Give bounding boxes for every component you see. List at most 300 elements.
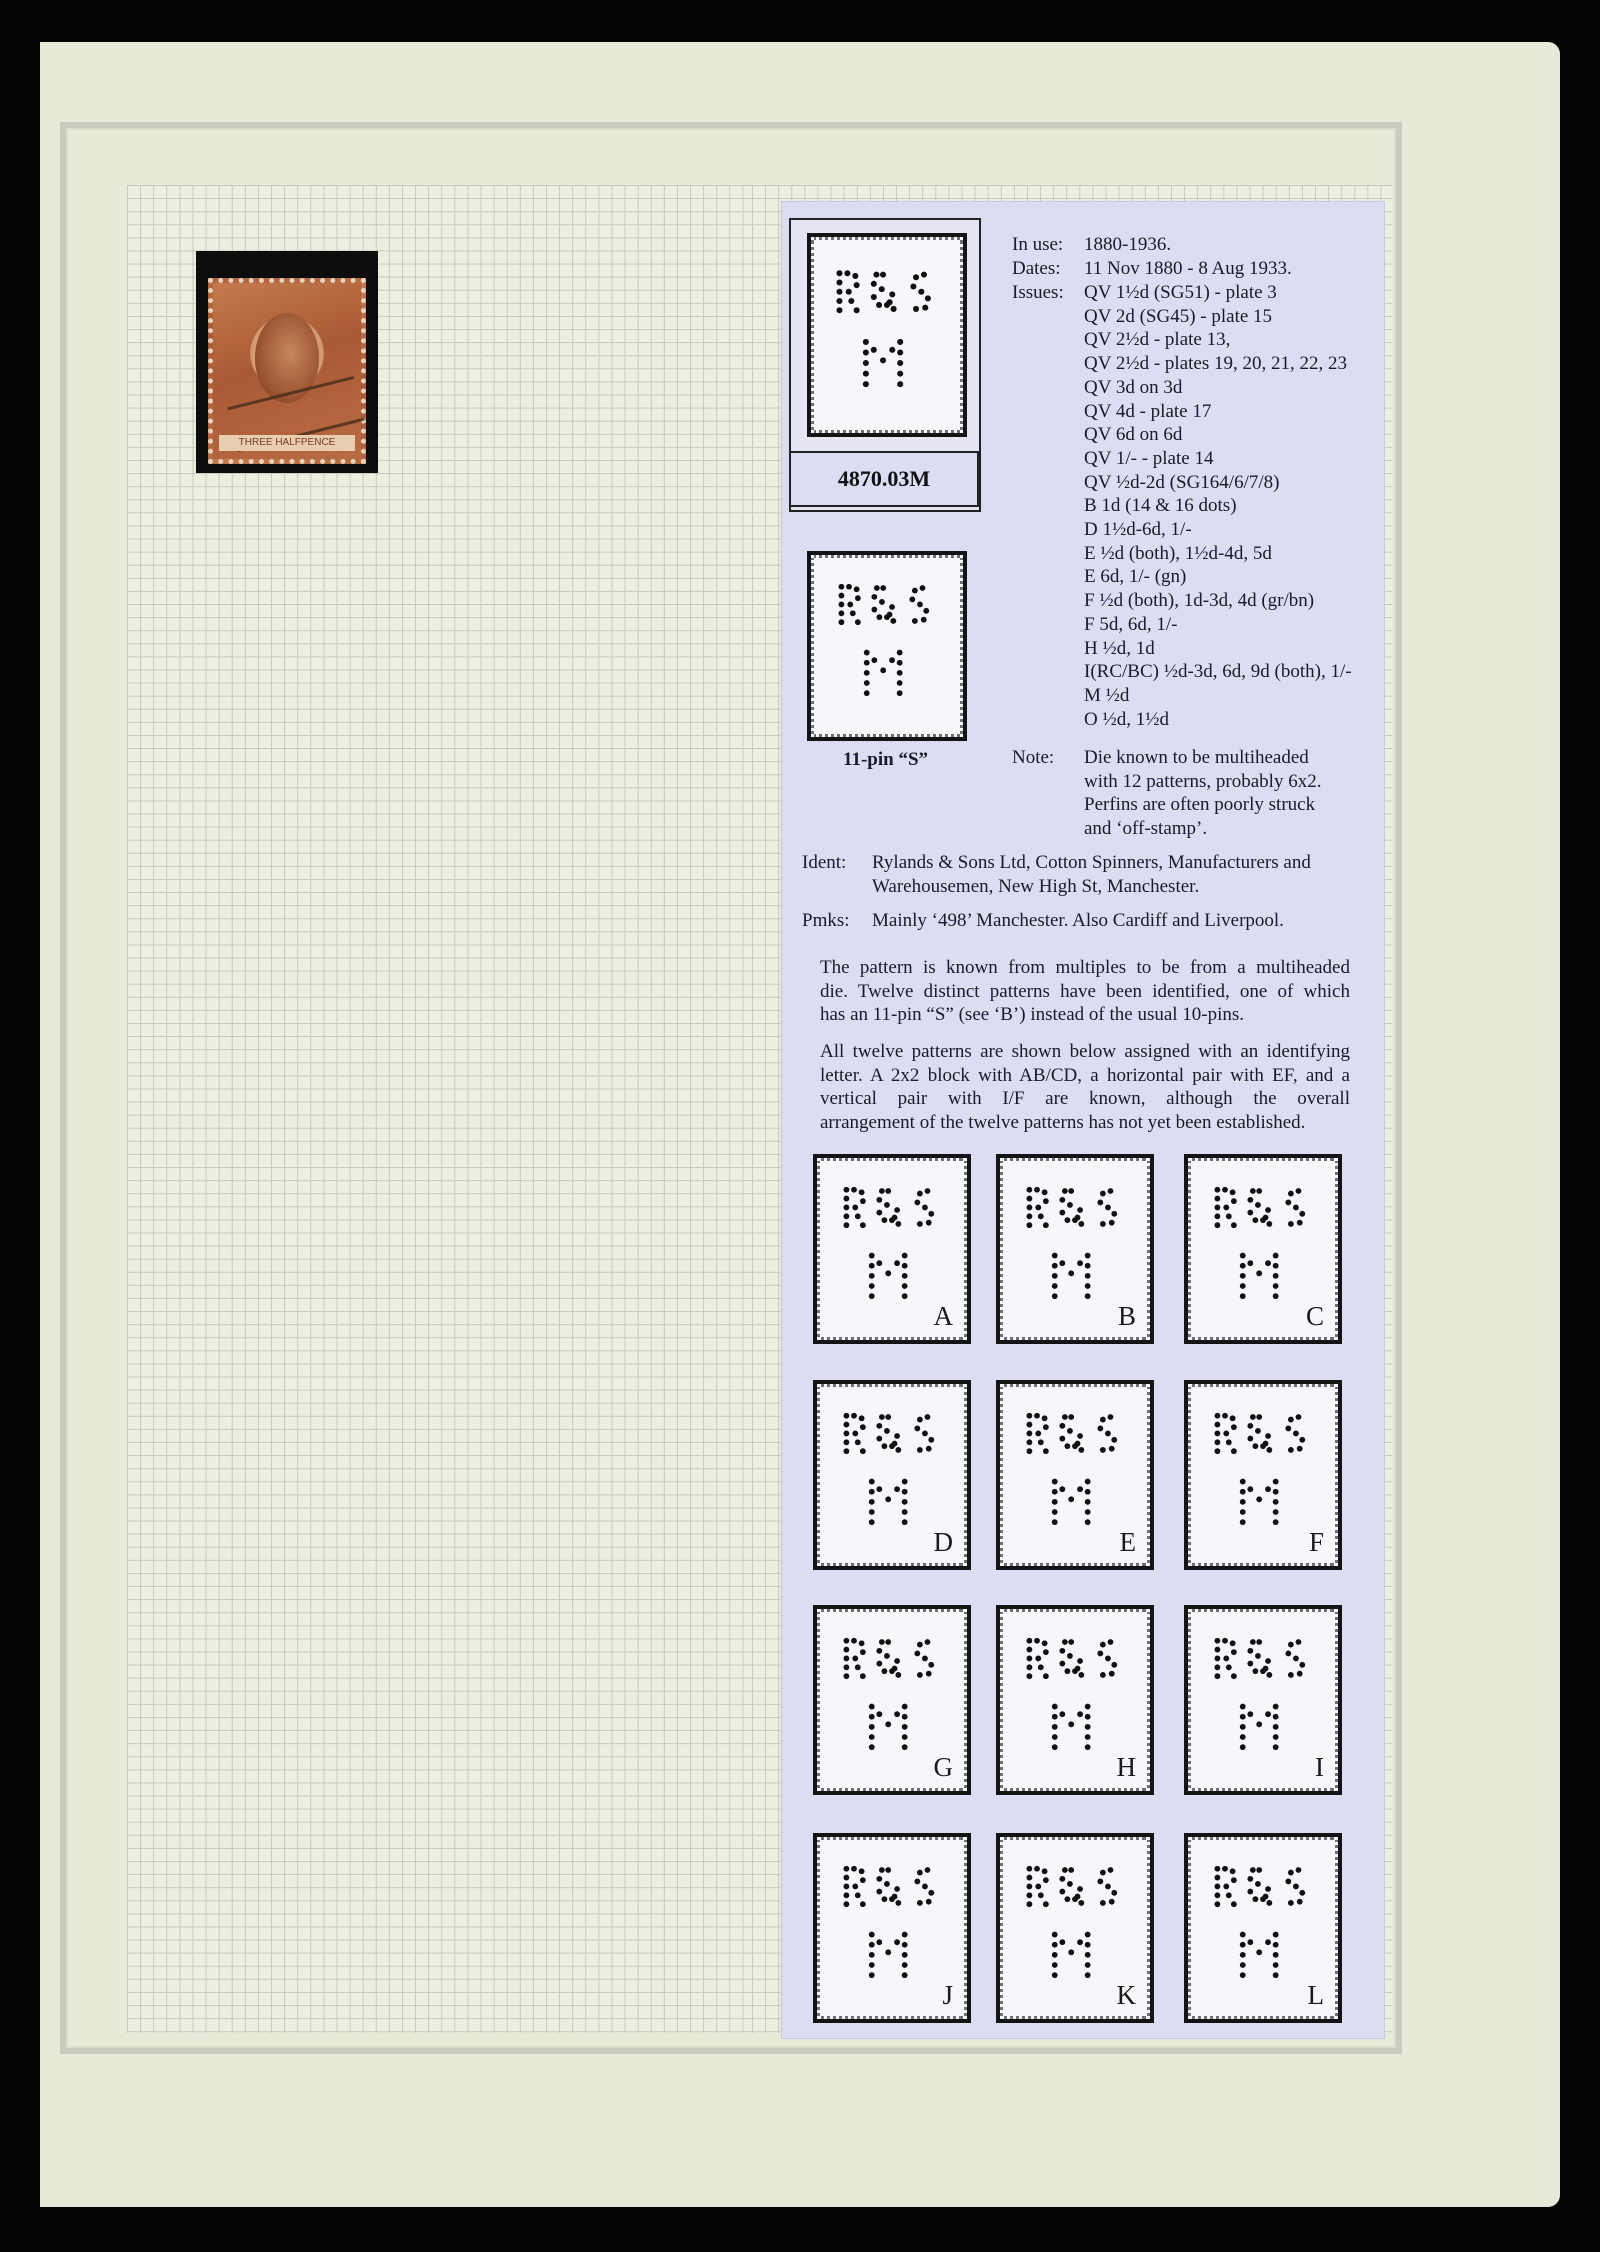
perfin-hole [1273,1519,1279,1525]
perfin-hole [1240,1734,1246,1740]
perfin-hole [1288,1642,1294,1648]
perfin-hole [1265,1658,1271,1664]
pattern-letter: J [942,1980,953,2010]
perfin-hole [889,657,895,663]
perfin-hole [1105,1884,1111,1890]
perfin-dots [821,251,953,417]
perfin-hole [1265,1433,1271,1439]
perfin-hole [1285,1425,1291,1431]
perfin-hole [897,371,903,377]
perfin-hole [895,1221,901,1227]
perfin-hole [1085,1744,1091,1750]
perfin-hole [1222,1866,1228,1872]
perfin-hole [1059,1423,1065,1429]
perfin-hole [897,381,903,387]
perfin-hole [1288,1900,1294,1906]
perfin-hole [1068,1188,1074,1194]
perfin-pattern-l [1184,1833,1342,2023]
perfin-hole [917,1417,923,1423]
perfin-hole [1255,1428,1261,1434]
perfin-hole [843,1213,849,1219]
pattern-letter: H [1116,1752,1136,1782]
ident-line: Warehousemen, New High St, Manchester. [872,875,1200,897]
perfin-hole [897,349,903,355]
perfin-hole [860,1222,866,1228]
perfin-hole [1052,1283,1058,1289]
perfin-hole [1266,1447,1272,1453]
perfin-pattern-k [996,1833,1154,2023]
perfin-hole [1085,1952,1091,1958]
perfin-hole [902,1932,908,1938]
perfin-hole [1273,1952,1279,1958]
perfin-hole [1052,1704,1058,1710]
perfin-hole [1109,1899,1115,1905]
perfin-hole [1273,1499,1279,1505]
perfin-hole [1077,1433,1083,1439]
issue-line: QV 4d - plate 17 [1084,400,1212,422]
perfin-hole [925,1188,931,1194]
perfin-hole [1059,1711,1065,1717]
perfin-hole [1222,1187,1228,1193]
perfin-hole [1038,1439,1044,1445]
perfin-hole [1247,1210,1253,1216]
perfin-hole [1052,1932,1058,1938]
perfin-hole [902,1962,908,1968]
perfin-hole [880,585,886,591]
perfin-hole [852,1431,858,1437]
perfin-hole [1078,1221,1084,1227]
perfin-hole [869,1273,875,1279]
perfin-hole [913,306,919,312]
pattern-letter: E [1119,1527,1136,1557]
perfin-hole [869,1714,875,1720]
perfin-hole [1214,1196,1220,1202]
perfin-pattern-i [1184,1605,1342,1795]
perfin-hole [925,295,931,301]
perfin-hole [1226,1664,1232,1670]
perfin-hole [843,1664,849,1670]
perfin-hole [1052,1962,1058,1968]
perfin-hole [1059,1889,1065,1895]
perfin-hole [1026,1901,1032,1907]
perfin-hole [1064,1668,1070,1674]
perfin-hole [1062,1414,1068,1420]
perfin-hole [1285,1199,1291,1205]
perfin-hole [922,1656,928,1662]
perfin-hole [1100,1672,1106,1678]
dates-label: Dates: [1012,258,1061,279]
perfin-hole [902,1972,908,1978]
perfin-hole [902,1519,908,1525]
perfin-hole [1296,1639,1302,1645]
perfin-hole [890,618,896,624]
perfin-hole [852,1656,858,1662]
perfin-hole [1097,1425,1103,1431]
perfin-hole [1077,1886,1083,1892]
perfin-hole [871,281,877,287]
perfin-hole [926,1446,932,1452]
perfin-hole [1222,1638,1228,1644]
perfin-hole [879,1867,885,1873]
issue-line: O ½d, 1½d [1084,708,1169,730]
perfin-hole [869,1283,875,1289]
perfin-hole [1240,1509,1246,1515]
perfin-hole [1265,1260,1271,1266]
perfin-hole [1077,1939,1083,1945]
perfin-hole [1059,1661,1065,1667]
perfin-hole [876,1423,882,1429]
perfin-hole [860,1877,866,1883]
perfin-hole [902,1479,908,1485]
pattern-letter: C [1305,1301,1324,1331]
perfin-pattern-a [813,1154,971,1344]
perfin-hole [1075,1215,1081,1221]
perfin-hole [871,607,877,613]
perfin-hole [1111,1211,1117,1217]
perfin-hole [1255,1881,1261,1887]
perfin-hole [852,273,858,279]
perfin-hole [1288,1672,1294,1678]
perfin-hole [852,1205,858,1211]
perfin-hole [1026,1413,1032,1419]
perfin-hole [1273,1509,1279,1515]
pattern-letter: L [1307,1980,1324,2010]
main-die-diagram [807,233,967,437]
perfin-hole [843,1196,849,1202]
paragraph-line: letter. A 2x2 block with AB/CD, a horizontal pair with EF, and a [820,1064,1350,1086]
perfin-hole [1273,1724,1279,1730]
issue-line: D 1½d-6d, 1/- [1084,519,1192,540]
eleven-pin-diagram [807,551,967,741]
perfin-hole [1223,1205,1229,1211]
perfin-hole [854,586,860,592]
perfin-hole [869,1519,875,1525]
perfin-hole [860,1901,866,1907]
perfin-hole [864,650,870,656]
perfin-hole [1064,1443,1070,1449]
perfin-hole [1226,1213,1232,1219]
perfin-hole [869,1744,875,1750]
perfin-hole [912,618,918,624]
perfin-hole [869,1263,875,1269]
perfin-hole [1231,1424,1237,1430]
pattern-letter: A [933,1301,953,1331]
perfin-hole [846,584,852,590]
perfin-hole [1067,1202,1073,1208]
perfin-hole [873,272,879,278]
perfin-hole [884,1653,890,1659]
perfin-hole [1288,1221,1294,1227]
in-use-value: 1880-1936. [1084,234,1172,255]
issue-line: QV 1½d (SG51) - plate 3 [1084,282,1277,303]
perfin-hole [1247,1648,1253,1654]
perfin-hole [880,357,886,363]
perfin-hole [869,1489,875,1495]
perfin-hole [1078,1447,1084,1453]
perfin-hole [902,1952,908,1958]
perfin-hole [1075,1441,1081,1447]
perfin-hole [917,1642,923,1648]
perfin-hole [1240,1932,1246,1938]
perfin-hole [843,1638,849,1644]
perfin-hole [1109,1220,1115,1226]
perfin-hole [854,307,860,313]
perfin-hole [850,610,856,616]
perfin-hole [1214,1664,1220,1670]
perfin-hole [917,1672,923,1678]
perfin-hole [876,1939,882,1945]
perfin-hole [1256,1496,1262,1502]
perfin-hole [846,289,852,295]
perfin-hole [859,1189,865,1195]
in-use-label: In use: [1012,234,1064,255]
perfin-hole [885,1639,891,1645]
perfin-hole [869,1962,875,1968]
perfin-hole [902,1489,908,1495]
perfin-hole [1240,1952,1246,1958]
perfin-hole [1105,1431,1111,1437]
perfin-hole [843,1187,849,1193]
perfin-hole [885,1949,891,1955]
perfin-hole [1214,1638,1220,1644]
perfin-hole [884,1881,890,1887]
perfin-hole [1273,1273,1279,1279]
perfin-hole [869,1734,875,1740]
perfin-hole [1052,1499,1058,1505]
issue-line: F 5d, 6d, 1/- [1084,613,1178,635]
perfin-hole [1230,1868,1236,1874]
perfin-hole [1240,1479,1246,1485]
perfin-hole [921,617,927,623]
perfin-hole [1035,1656,1041,1662]
perfin-hole [843,1884,849,1890]
perfin-hole [1059,1197,1065,1203]
perfin-hole [1085,1942,1091,1948]
issues-label: Issues: [1012,282,1064,303]
perfin-hole [1273,1283,1279,1289]
perfin-hole [902,1509,908,1515]
perfin-hole [897,339,903,345]
perfin-hole [1214,1422,1220,1428]
perfin-hole [1214,1647,1220,1653]
note-line: with 12 patterns, probably 6x2. [1084,770,1322,792]
perfin-hole [1108,1414,1114,1420]
perfin-hole [922,1205,928,1211]
perfin-hole [1240,1724,1246,1730]
perfin-hole [1288,1417,1294,1423]
perfin-hole [892,1441,898,1447]
perfin-hole [1026,1664,1032,1670]
perfin-hole [860,1198,866,1204]
perfin-hole [922,1431,928,1437]
perfin-hole [1288,1870,1294,1876]
perfin-hole [884,1202,890,1208]
perfin-hole [879,1414,885,1420]
perfin-hole [1026,1892,1032,1898]
perfin-hole [871,594,877,600]
perfin-hole [848,298,854,304]
perfin-hole [1214,1892,1220,1898]
perfin-hole [1068,1270,1074,1276]
perfin-hole [843,1413,849,1419]
perfin-hole [838,584,844,590]
perfin-hole [844,270,850,276]
perfin-hole [855,1664,861,1670]
perfin-hole [1059,1876,1065,1882]
perfin-hole [1068,1721,1074,1727]
perfin-hole [1052,1724,1058,1730]
perfin-hole [1078,1900,1084,1906]
perfin-hole [1035,1431,1041,1437]
perfin-hole [836,298,842,304]
perfin-hole [1214,1875,1220,1881]
perfin-hole [1085,1253,1091,1259]
perfin-hole [923,608,929,614]
perfin-hole [881,1217,887,1223]
perfin-hole [1068,1867,1074,1873]
perfin-hole [1034,1413,1040,1419]
perfin-hole [1231,1448,1237,1454]
perfin-hole [894,1433,900,1439]
perfin-hole [879,599,885,605]
perfin-hole [892,1666,898,1672]
perfin-hole [1299,1890,1305,1896]
perfin-dots [1198,1623,1328,1775]
perfin-hole [1293,1656,1299,1662]
perfin-hole [1111,1890,1117,1896]
perfin-hole [895,1900,901,1906]
perfin-hole [1026,1222,1032,1228]
perfin-hole [1240,1489,1246,1495]
perfin-hole [1214,1448,1220,1454]
perfin-hole [1214,1884,1220,1890]
perfin-hole [1075,1894,1081,1900]
issue-line: QV ½d-2d (SG164/6/7/8) [1084,471,1280,493]
perfin-hole [838,602,844,608]
perfin-hole [1250,1414,1256,1420]
perfin-hole [902,1942,908,1948]
perfin-hole [1252,1217,1258,1223]
perfin-hole [1067,1428,1073,1434]
perfin-hole [1059,1939,1065,1945]
perfin-hole [836,270,842,276]
perfin-hole [1085,1489,1091,1495]
perfin-pattern-b [996,1154,1154,1344]
perfin-hole [876,1661,882,1667]
perfin-hole [838,619,844,625]
perfin-hole [1026,1638,1032,1644]
perfin-hole [869,1972,875,1978]
perfin-hole [1265,1939,1271,1945]
perfin-hole [1273,1253,1279,1259]
perfin-hole [1052,1253,1058,1259]
paragraph-line: All twelve patterns are shown below assigned with an identifying [820,1041,1350,1062]
perfin-hole [1043,1673,1049,1679]
perfin-hole [1026,1673,1032,1679]
perfin-hole [879,1639,885,1645]
perfin-hole [1273,1962,1279,1968]
perfin-hole [1256,1188,1262,1194]
perfin-hole [1285,1650,1291,1656]
issue-line: QV 2½d - plates 19, 20, 21, 22, 23 [1084,353,1347,375]
perfin-hole [920,585,926,591]
perfin-hole [855,595,861,601]
perfin-hole [895,1447,901,1453]
perfin-hole [887,299,893,305]
perfin-hole [1067,1881,1073,1887]
perfin-hole [860,1673,866,1679]
perfin-hole [1256,1949,1262,1955]
perfin-pattern-g [813,1605,971,1795]
perfin-hole [1247,1939,1253,1945]
perfin-hole [859,1868,865,1874]
perfin-hole [1068,1639,1074,1645]
perfin-hole [1100,1900,1106,1906]
perfin-hole [876,302,882,308]
perfin-hole [914,1425,920,1431]
perfin-hole [843,1866,849,1872]
perfin-hole [917,602,923,608]
pattern-letter: D [933,1527,953,1557]
perfin-hole [843,1222,849,1228]
perfin-hole [1297,1671,1303,1677]
perfin-hole [855,1892,861,1898]
perfin-hole [1297,1220,1303,1226]
perfin-hole [1100,1191,1106,1197]
perfin-hole [1085,1734,1091,1740]
perfin-dots [821,569,953,721]
pattern-letter: I [1315,1752,1324,1782]
perfin-hole [910,283,916,289]
perfin-hole [1085,1704,1091,1710]
perfin-hole [847,602,853,608]
issue-line: QV 3d on 3d [1084,376,1183,398]
perfin-hole [1297,1446,1303,1452]
perfin-hole [1052,1479,1058,1485]
perfin-hole [869,1509,875,1515]
perfin-hole [1038,1892,1044,1898]
perfin-hole [1240,1499,1246,1505]
perfin-hole [894,1207,900,1213]
perfin-hole [1108,1188,1114,1194]
perfin-hole [1059,1260,1065,1266]
perfin-hole [1085,1962,1091,1968]
perfin-hole [1256,1867,1262,1873]
perfin-hole [897,680,903,686]
perfin-hole [1214,1901,1220,1907]
perfin-hole [1231,1198,1237,1204]
perfin-hole [1247,1486,1253,1492]
perfin-hole [1026,1448,1032,1454]
issue-line: B 1d (14 & 16 dots) [1084,495,1237,517]
perfin-hole [1214,1213,1220,1219]
perfin-hole [922,1884,928,1890]
perfin-hole [1085,1273,1091,1279]
perfin-hole [1273,1704,1279,1710]
perfin-hole [881,1896,887,1902]
perfin-hole [902,1293,908,1299]
perfin-hole [863,381,869,387]
issue-line: H ½d, 1d [1084,637,1155,659]
perfin-hole [1256,1414,1262,1420]
ident-label: Ident: [802,852,847,873]
perfin-hole [1255,1202,1261,1208]
perfin-hole [1296,1188,1302,1194]
paragraph-line: The pattern is known from multiples to be from a multiheaded [820,957,1350,978]
perfin-hole [1240,1972,1246,1978]
perfin-hole [1214,1222,1220,1228]
perfin-hole [1252,1896,1258,1902]
